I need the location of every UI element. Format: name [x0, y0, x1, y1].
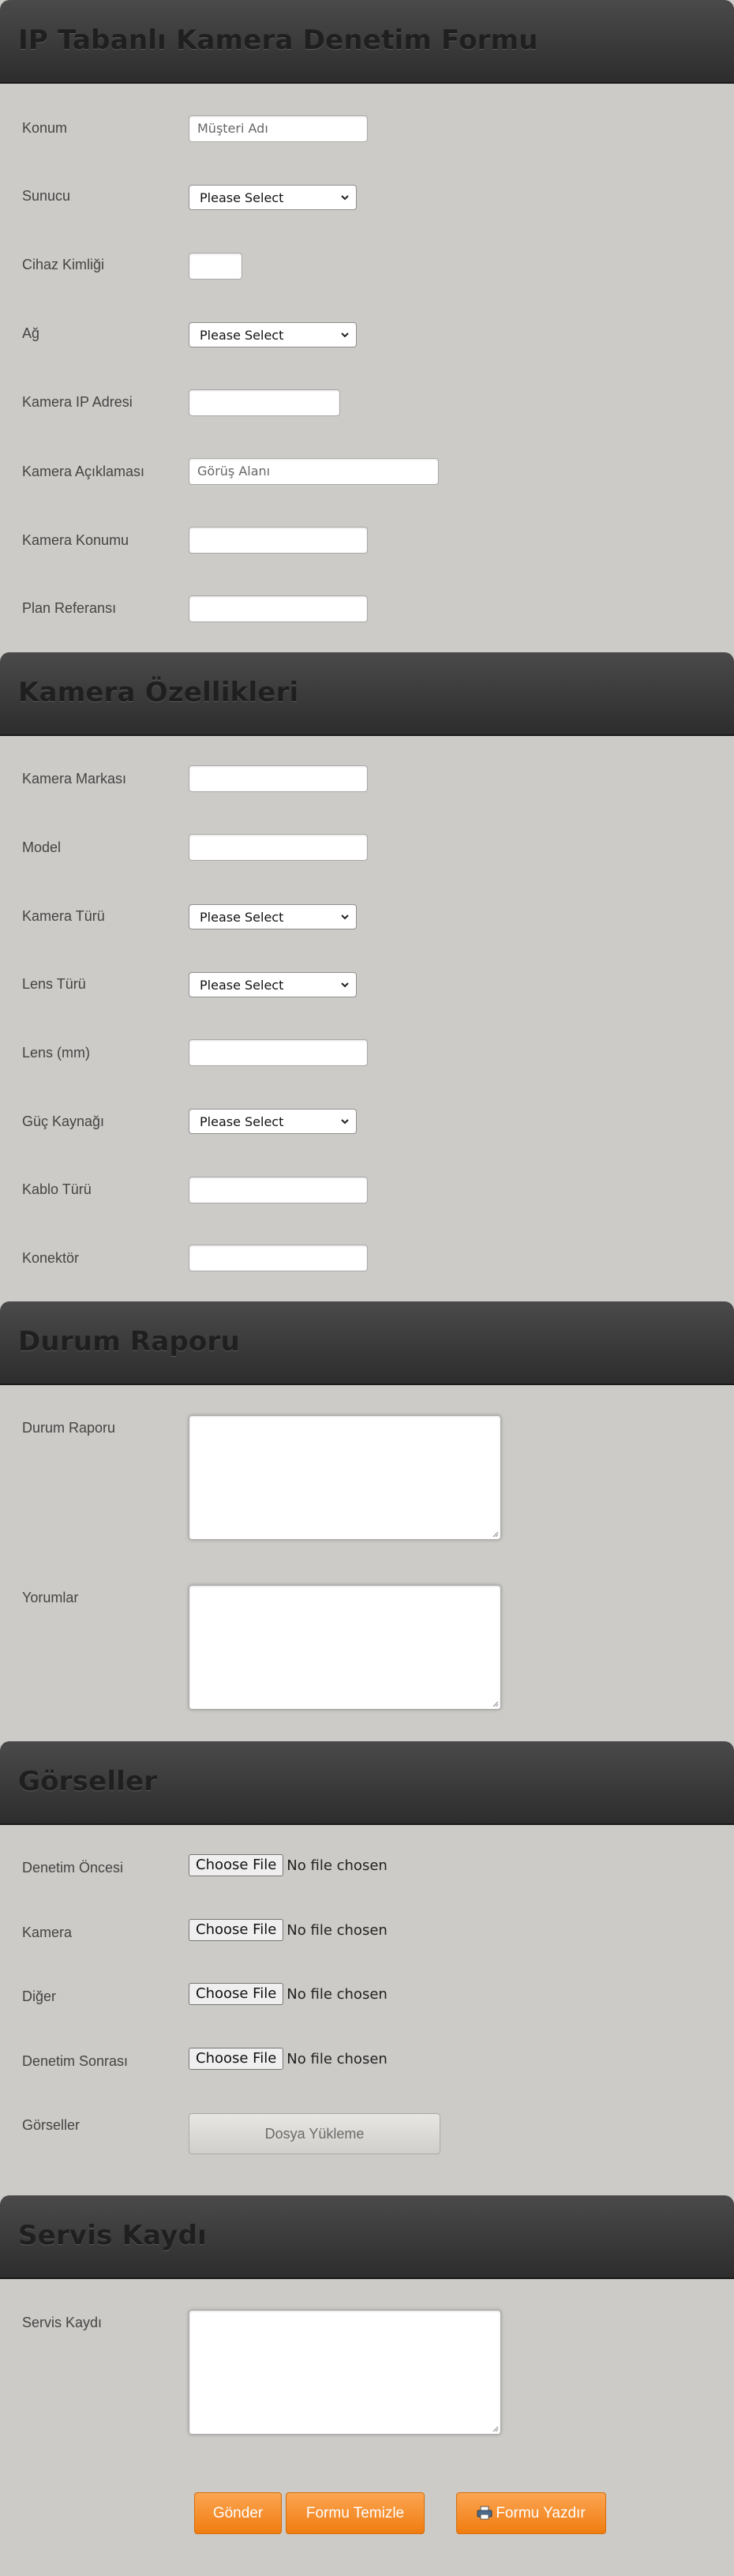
sunucu-label: Sunucu	[22, 188, 71, 204]
kamera-aciklamasi-label: Kamera Açıklaması	[22, 464, 145, 479]
lens-turu-select[interactable]	[189, 972, 357, 997]
ag-selected: Please Select	[200, 328, 284, 343]
denetim-sonrasi-label: Denetim Sonrası	[22, 2053, 129, 2069]
lens-turu-label: Lens Türü	[22, 976, 86, 992]
konektor-label: Konektör	[22, 1250, 80, 1266]
cihaz-kimligi-input[interactable]	[189, 253, 242, 280]
guc-kaynagi-select[interactable]	[189, 1109, 357, 1134]
gorseller-label: Görseller	[22, 2117, 81, 2133]
servis-kaydi-textarea[interactable]	[189, 2310, 501, 2435]
file-status: No file chosen	[286, 1921, 388, 1939]
chevron-down-icon	[340, 1117, 350, 1126]
guc-kaynagi-selected: Please Select	[200, 1114, 284, 1129]
printer-icon	[477, 2506, 492, 2520]
kamera-turu-select[interactable]	[189, 904, 357, 929]
choose-file-button[interactable]: Choose File	[189, 1919, 283, 1941]
lens-mm-input[interactable]	[189, 1039, 368, 1066]
denetim-sonrasi-file	[189, 2048, 388, 2071]
chevron-down-icon	[340, 912, 350, 922]
chevron-down-icon	[340, 980, 350, 989]
images-title: Görseller	[18, 1766, 158, 1797]
lens-mm-label: Lens (mm)	[22, 1045, 91, 1061]
section-header-service	[0, 2195, 734, 2279]
choose-file-button[interactable]: Choose File	[189, 1854, 283, 1876]
resize-grip-icon[interactable]	[491, 1699, 499, 1707]
kamera-konumu-input[interactable]	[189, 527, 368, 554]
resize-grip-icon[interactable]	[491, 2424, 499, 2432]
denetim-oncesi-file	[189, 1854, 388, 1878]
kablo-turu-input[interactable]	[189, 1177, 368, 1204]
kamera-konumu-label: Kamera Konumu	[22, 532, 129, 548]
guc-kaynagi-label: Güç Kaynağı	[22, 1113, 105, 1129]
durum-raporu-label: Durum Raporu	[22, 1420, 116, 1436]
print-form-button[interactable]	[456, 2492, 606, 2534]
model-input[interactable]	[189, 834, 368, 861]
kamera-markasi-label: Kamera Markası	[22, 771, 127, 787]
service-title: Servis Kaydı	[18, 2220, 208, 2251]
kamera-file	[189, 1919, 388, 1943]
choose-file-button[interactable]: Choose File	[189, 1983, 283, 2005]
kamera-turu-label: Kamera Türü	[22, 908, 105, 924]
print-form-label: Formu Yazdır	[496, 2505, 586, 2522]
model-label: Model	[22, 839, 62, 855]
clear-form-button[interactable]: Formu Temizle	[286, 2492, 425, 2534]
file-upload-button[interactable]: Dosya Yükleme	[189, 2113, 440, 2154]
choose-file-button[interactable]: Choose File	[189, 2048, 283, 2070]
yorumlar-textarea[interactable]	[189, 1585, 501, 1710]
lens-turu-selected: Please Select	[200, 978, 284, 993]
diger-label: Diğer	[22, 1988, 57, 2004]
file-status: No file chosen	[286, 2050, 388, 2067]
kamera-label: Kamera	[22, 1924, 73, 1940]
kamera-turu-selected: Please Select	[200, 910, 284, 925]
denetim-oncesi-label: Denetim Öncesi	[22, 1860, 124, 1876]
section-header-general	[0, 0, 734, 84]
submit-button[interactable]: Gönder	[194, 2492, 282, 2534]
cihaz-kimligi-label: Cihaz Kimliği	[22, 257, 105, 272]
servis-kaydi-label: Servis Kaydı	[22, 2315, 103, 2330]
kamera-markasi-input[interactable]	[189, 765, 368, 792]
konum-label: Konum	[22, 120, 68, 136]
file-status: No file chosen	[286, 1985, 388, 2003]
sunucu-selected: Please Select	[200, 190, 284, 205]
kamera-ip-input[interactable]	[189, 389, 340, 416]
ag-select[interactable]	[189, 322, 357, 347]
chevron-down-icon	[340, 330, 350, 340]
form-title: IP Tabanlı Kamera Denetim Formu	[18, 24, 538, 56]
kamera-ip-label: Kamera IP Adresi	[22, 394, 133, 410]
chevron-down-icon	[340, 193, 350, 202]
section-header-camera-features	[0, 652, 734, 736]
plan-referansi-label: Plan Referansı	[22, 600, 117, 616]
ag-label: Ağ	[22, 325, 40, 341]
konektor-input[interactable]	[189, 1245, 368, 1271]
camera-features-title: Kamera Özellikleri	[18, 677, 299, 708]
file-status: No file chosen	[286, 1857, 388, 1874]
status-title: Durum Raporu	[18, 1326, 240, 1357]
durum-raporu-textarea[interactable]	[189, 1415, 501, 1540]
kablo-turu-label: Kablo Türü	[22, 1181, 92, 1197]
section-header-images	[0, 1741, 734, 1825]
section-header-status	[0, 1301, 734, 1385]
resize-grip-icon[interactable]	[491, 1530, 499, 1538]
diger-file	[189, 1983, 388, 2007]
yorumlar-label: Yorumlar	[22, 1590, 79, 1605]
konum-input[interactable]: Müşteri Adı	[189, 115, 368, 142]
sunucu-select[interactable]	[189, 185, 357, 210]
plan-referansi-input[interactable]	[189, 595, 368, 622]
kamera-aciklamasi-input[interactable]: Görüş Alanı	[189, 458, 439, 485]
